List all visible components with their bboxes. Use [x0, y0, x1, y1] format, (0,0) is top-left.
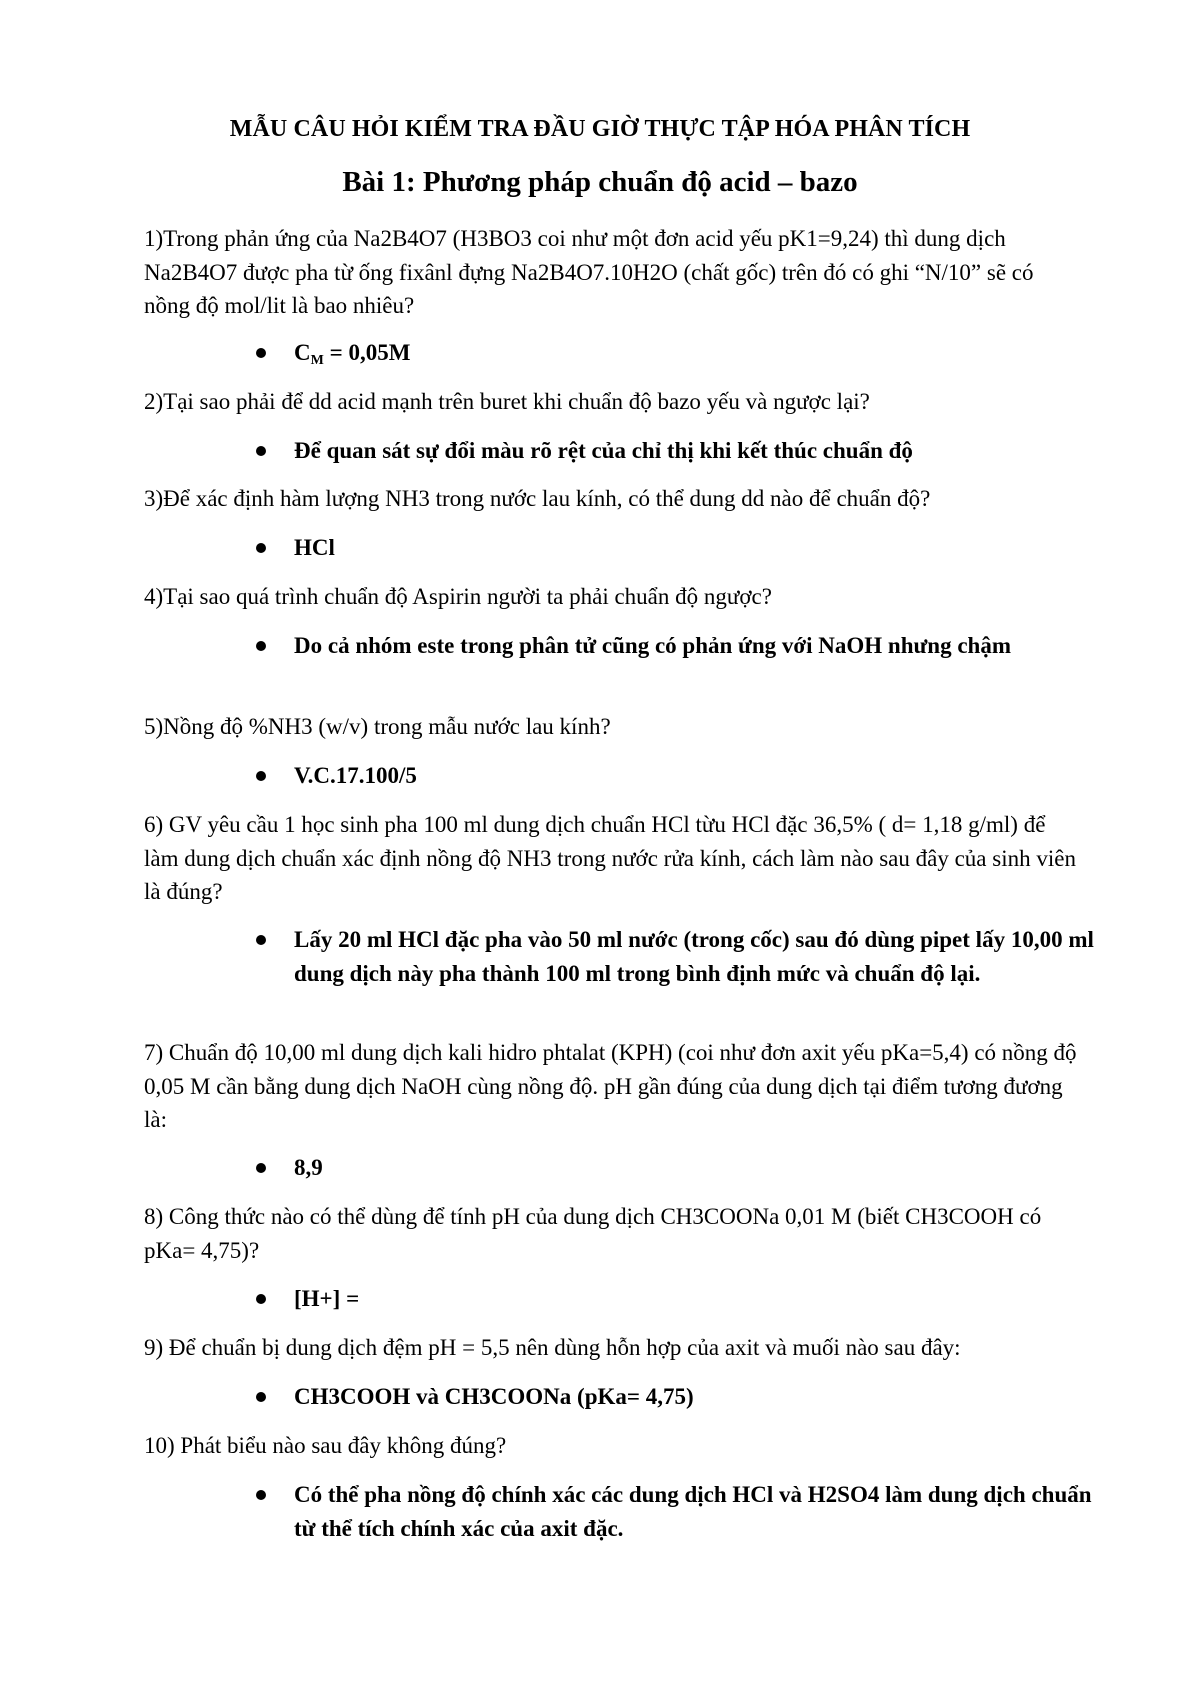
- bullet-icon: [256, 348, 266, 358]
- bullet-icon: [256, 446, 266, 456]
- bullet-icon: [256, 543, 266, 553]
- answer-text: [294, 336, 1094, 378]
- document-title: MẪU CÂU HỎI KIỂM TRA ĐẦU GIỜ THỰC TẬP HÓA PHÂN TÍCH: [229, 116, 971, 142]
- question-text: 4)Tại sao quá trình chuẩn độ Aspirin người ta phải chuẩn độ ngược?: [144, 584, 772, 609]
- bullet-icon: [256, 641, 266, 651]
- bullet-icon: [256, 1490, 266, 1500]
- question-text: 2)Tại sao phải để dd acid mạnh trên buret khi chuẩn độ bazo yếu và ngược lại?: [144, 389, 870, 414]
- answer-text: CH3COOH và CH3COONa (pKa= 4,75): [294, 1384, 694, 1409]
- answer-prefix: C: [294, 340, 311, 365]
- bullet-icon: [256, 935, 266, 945]
- answer-suffix: = 0,05M: [323, 340, 411, 365]
- question-text: 10) Phát biểu nào sau đây không đúng?: [144, 1433, 507, 1458]
- answer-text: Có thể pha nồng độ chính xác các dung dịch HCl và H2SO4 làm dung dịch chuẩn từ thể tích chính xác của axit đặc.: [294, 1482, 1092, 1541]
- question-text: 7) Chuẩn độ 10,00 ml dung dịch kali hidro phtalat (KPH) (coi như đơn axit yếu pKa=5,4) có nồng độ 0,05 M cần bằng dung dịch NaOH cùng nồng độ. pH gần đúng của dung dịch tại điểm tương đương là:: [144, 1040, 1077, 1132]
- bullet-icon: [256, 771, 266, 781]
- answer-text: Lấy 20 ml HCl đặc pha vào 50 ml nước (trong cốc) sau đó dùng pipet lấy 10,00 ml dung dịch này pha thành 100 ml trong bình định mức và chuẩn độ lại.: [294, 927, 1094, 986]
- bullet-icon: [256, 1163, 266, 1173]
- answer-text: V.C.17.100/5: [294, 763, 417, 788]
- bullet-icon: [256, 1294, 266, 1304]
- question-text: 1)Trong phản ứng của Na2B4O7 (H3BO3 coi như một đơn acid yếu pK1=9,24) thì dung dịch Na2B4O7 được pha từ ống fixânl đựng Na2B4O7.10H2O (chất gốc) trên đó có ghi “N/10” sẽ có nồng độ mol/lit là bao nhiêu?: [144, 226, 1034, 318]
- bullet-icon: [256, 1392, 266, 1402]
- answer-text: Do cả nhóm este trong phân tử cũng có phản ứng với NaOH nhưng chậm: [294, 633, 1011, 658]
- answer-text: 8,9: [294, 1155, 323, 1180]
- document-subtitle: Bài 1: Phương pháp chuẩn độ acid – bazo: [342, 166, 858, 198]
- question-text: 3)Để xác định hàm lượng NH3 trong nước lau kính, có thể dung dd nào để chuẩn độ?: [144, 486, 931, 511]
- answer-subscript: M: [310, 353, 324, 368]
- question-text: 8) Công thức nào có thể dùng để tính pH của dung dịch CH3COONa 0,01 M (biết CH3COOH có pKa= 4,75)?: [144, 1204, 1042, 1263]
- answer-text: Để quan sát sự đổi màu rõ rệt của chỉ thị khi kết thúc chuẩn độ: [294, 438, 913, 463]
- answer-text: [H+] =: [294, 1286, 360, 1311]
- question-text: 9) Để chuẩn bị dung dịch đệm pH = 5,5 nên dùng hỗn hợp của axit và muối nào sau đây:: [144, 1335, 961, 1360]
- answer-text: HCl: [294, 535, 335, 560]
- question-text: 6) GV yêu cầu 1 học sinh pha 100 ml dung dịch chuẩn HCl từu HCl đặc 36,5% ( d= 1,18 g/ml) để làm dung dịch chuẩn xác định nồng độ NH3 trong nước rửa kính, cách làm nào sau đây của sinh viên là đúng?: [144, 812, 1076, 904]
- question-text: 5)Nồng độ %NH3 (w/v) trong mẫu nước lau kính?: [144, 714, 611, 739]
